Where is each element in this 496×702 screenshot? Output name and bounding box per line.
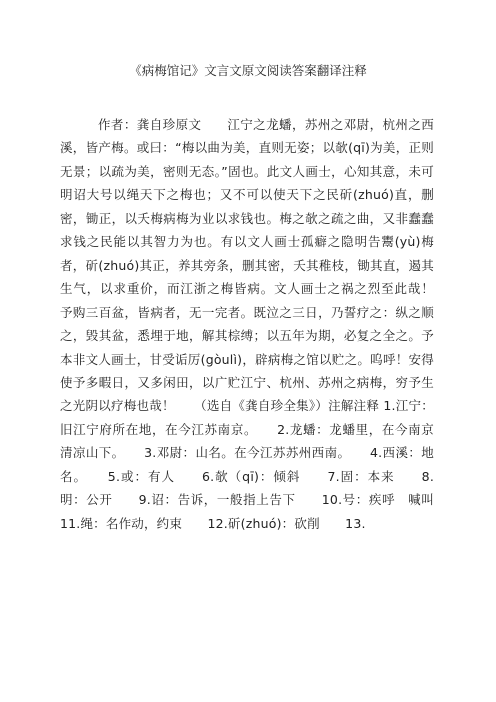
document-title: 《病梅馆记》文言文原文阅读答案翻译注释 bbox=[129, 63, 367, 78]
document-body: 作者：龚自珍原文 江宁之龙蟠，苏州之邓尉，杭州之西溪，皆产梅。或曰：“梅以曲为美，直则无姿；以欹(qī)为美，正则无景；以疏为美，密则无态。”固也。此文人画士，心知其意，未可明诏大号以绳天下之梅也；又不可以使天下之民斫(zhuó)直，删密，锄正，以夭梅病梅为业以求钱也。梅之欹之疏之曲，又非蠢蠢求钱之民能以其智力为也。有以文人画士孤癖之隐明告鬻(yù)梅者，斫(zhuó)其正，养其旁条，删其密，夭其稚枝，锄其直，遏其生气，以求重价，而江浙之梅皆病。文人画士之祸之烈至此哉！ 予购三百盆，皆病者，无一完者。既泣之三日，乃誓疗之：纵之顺之，毁其盆，悉埋于地，解其棕缚；以五年为期，必复之全之。予本非文人画士，甘受诟厉(gòulì)，辟病梅之馆以贮之。呜呼！安得使予多暇日，又多闲田，以广贮江宁、杭州、苏州之病梅，穷予生之光阴以疗梅也哉！ （选自《龚自珍全集》）注解注释 1.江宁：旧江宁府所在地，在今江苏南京。 2.龙蟠：龙蟠里，在今南京清凉山下。 3.邓尉：山名。在今江苏苏州西南。 4.西溪：地名。 5.或：有人 6.欹（qī)：倾斜 7.固：本来 8.明：公开 9.诏：告诉，一般指上告下 10.号：疾呼 喊叫 11.绳：名作动，约束 12.斫(zhuó)：砍削 13. bbox=[60, 117, 460, 531]
